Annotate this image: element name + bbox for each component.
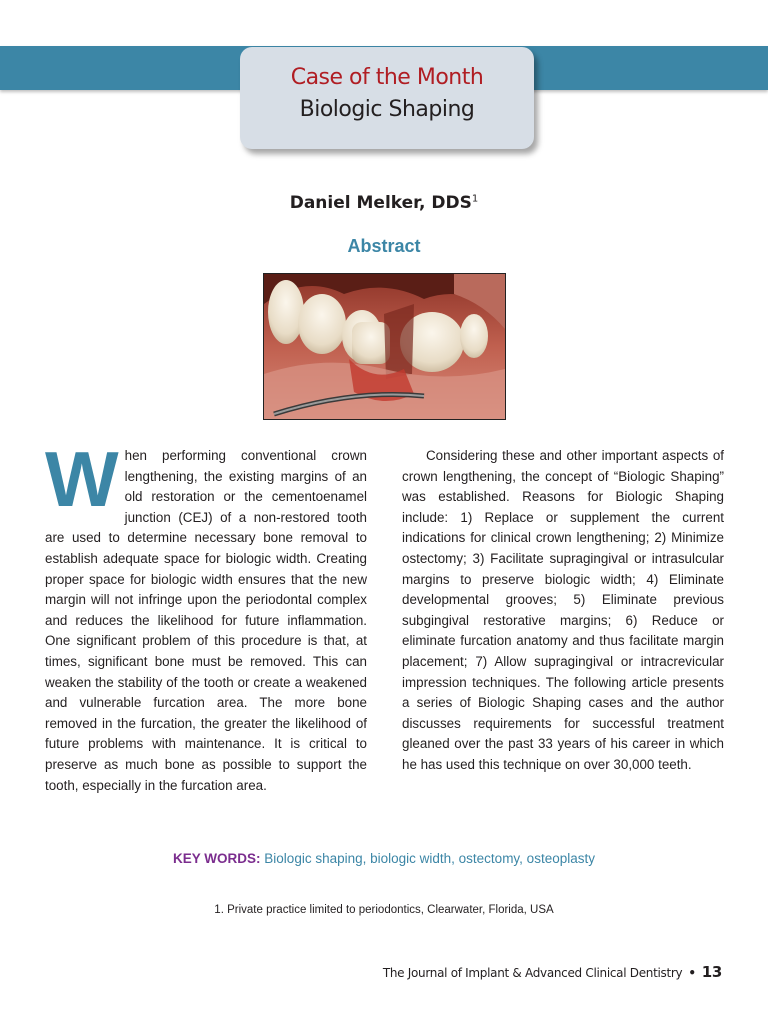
series-title: Case of the Month [290, 65, 484, 90]
page-number: 13 [701, 963, 722, 981]
author-line [0, 193, 768, 213]
article-title: Biologic Shaping [299, 97, 475, 122]
keywords-line [0, 851, 768, 866]
title-box [240, 47, 534, 149]
clinical-photo [263, 273, 506, 420]
right-paragraph: Considering these and other important aspects of crown lengthening, the concept of “Biologic Shaping” was established. Reasons for Biologic Shaping include: 1) Replace or supplement the current indications for clinical crown lengthening; 2) Minimize ostectomy; 3) Facilitate supragingival or intrasulcular margins to preserve biologic width; 4) Eliminate developmental grooves; 5) Eliminate previous subgingival restorative margins; 6) Reduce or eliminate furcation anatomy and thus facilitate margin placement; 7) Allow supragingival or intracrevicular impression techniques. The following article presents a series of Biologic Shaping cases and the author discusses requirements for successful treatment gleaned over the past 33 years of his career in which he has used this technique on over 30,000 teeth. [402, 448, 724, 772]
keywords-text: Biologic shaping, biologic width, ostectomy, osteoplasty [264, 851, 595, 866]
keywords-label: KEY WORDS: [173, 851, 261, 866]
drop-cap: W [45, 435, 119, 523]
left-paragraph [45, 435, 367, 796]
abstract-right-column [402, 446, 724, 776]
abstract-heading: Abstract [347, 236, 421, 256]
author-name: Daniel Melker, DDS [289, 193, 472, 213]
page-footer [383, 963, 722, 981]
left-paragraph-text: hen performing conventional crown lengthening, the existing margins of an old restoration or the cementoenamel junction (CEJ) of a non-restored tooth are used to determine necessary bone removal to establish adequate space for biologic width. Creating proper space for biologic width ensures that the new margin will not infringe upon the periodontal complex and reduces the likelihood for future inflammation. One significant problem of this procedure is that, at times, significant bone must be removed. This can weaken the stability of the tooth or create a weakened and vulnerable furcation area. The more bone removed in the furcation, the greater the likelihood of future problems with maintenance. It is critical to preserve as much bone as possible to support the tooth, especially in the furcation area. [45, 448, 367, 793]
affiliation-mark: 1 [471, 193, 479, 205]
footnote: 1. Private practice limited to periodontics, Clearwater, Florida, USA [214, 904, 554, 916]
footer-bullet: • [688, 966, 696, 980]
journal-name: The Journal of Implant & Advanced Clinical Dentistry [382, 966, 683, 980]
abstract-left-column [45, 435, 367, 796]
